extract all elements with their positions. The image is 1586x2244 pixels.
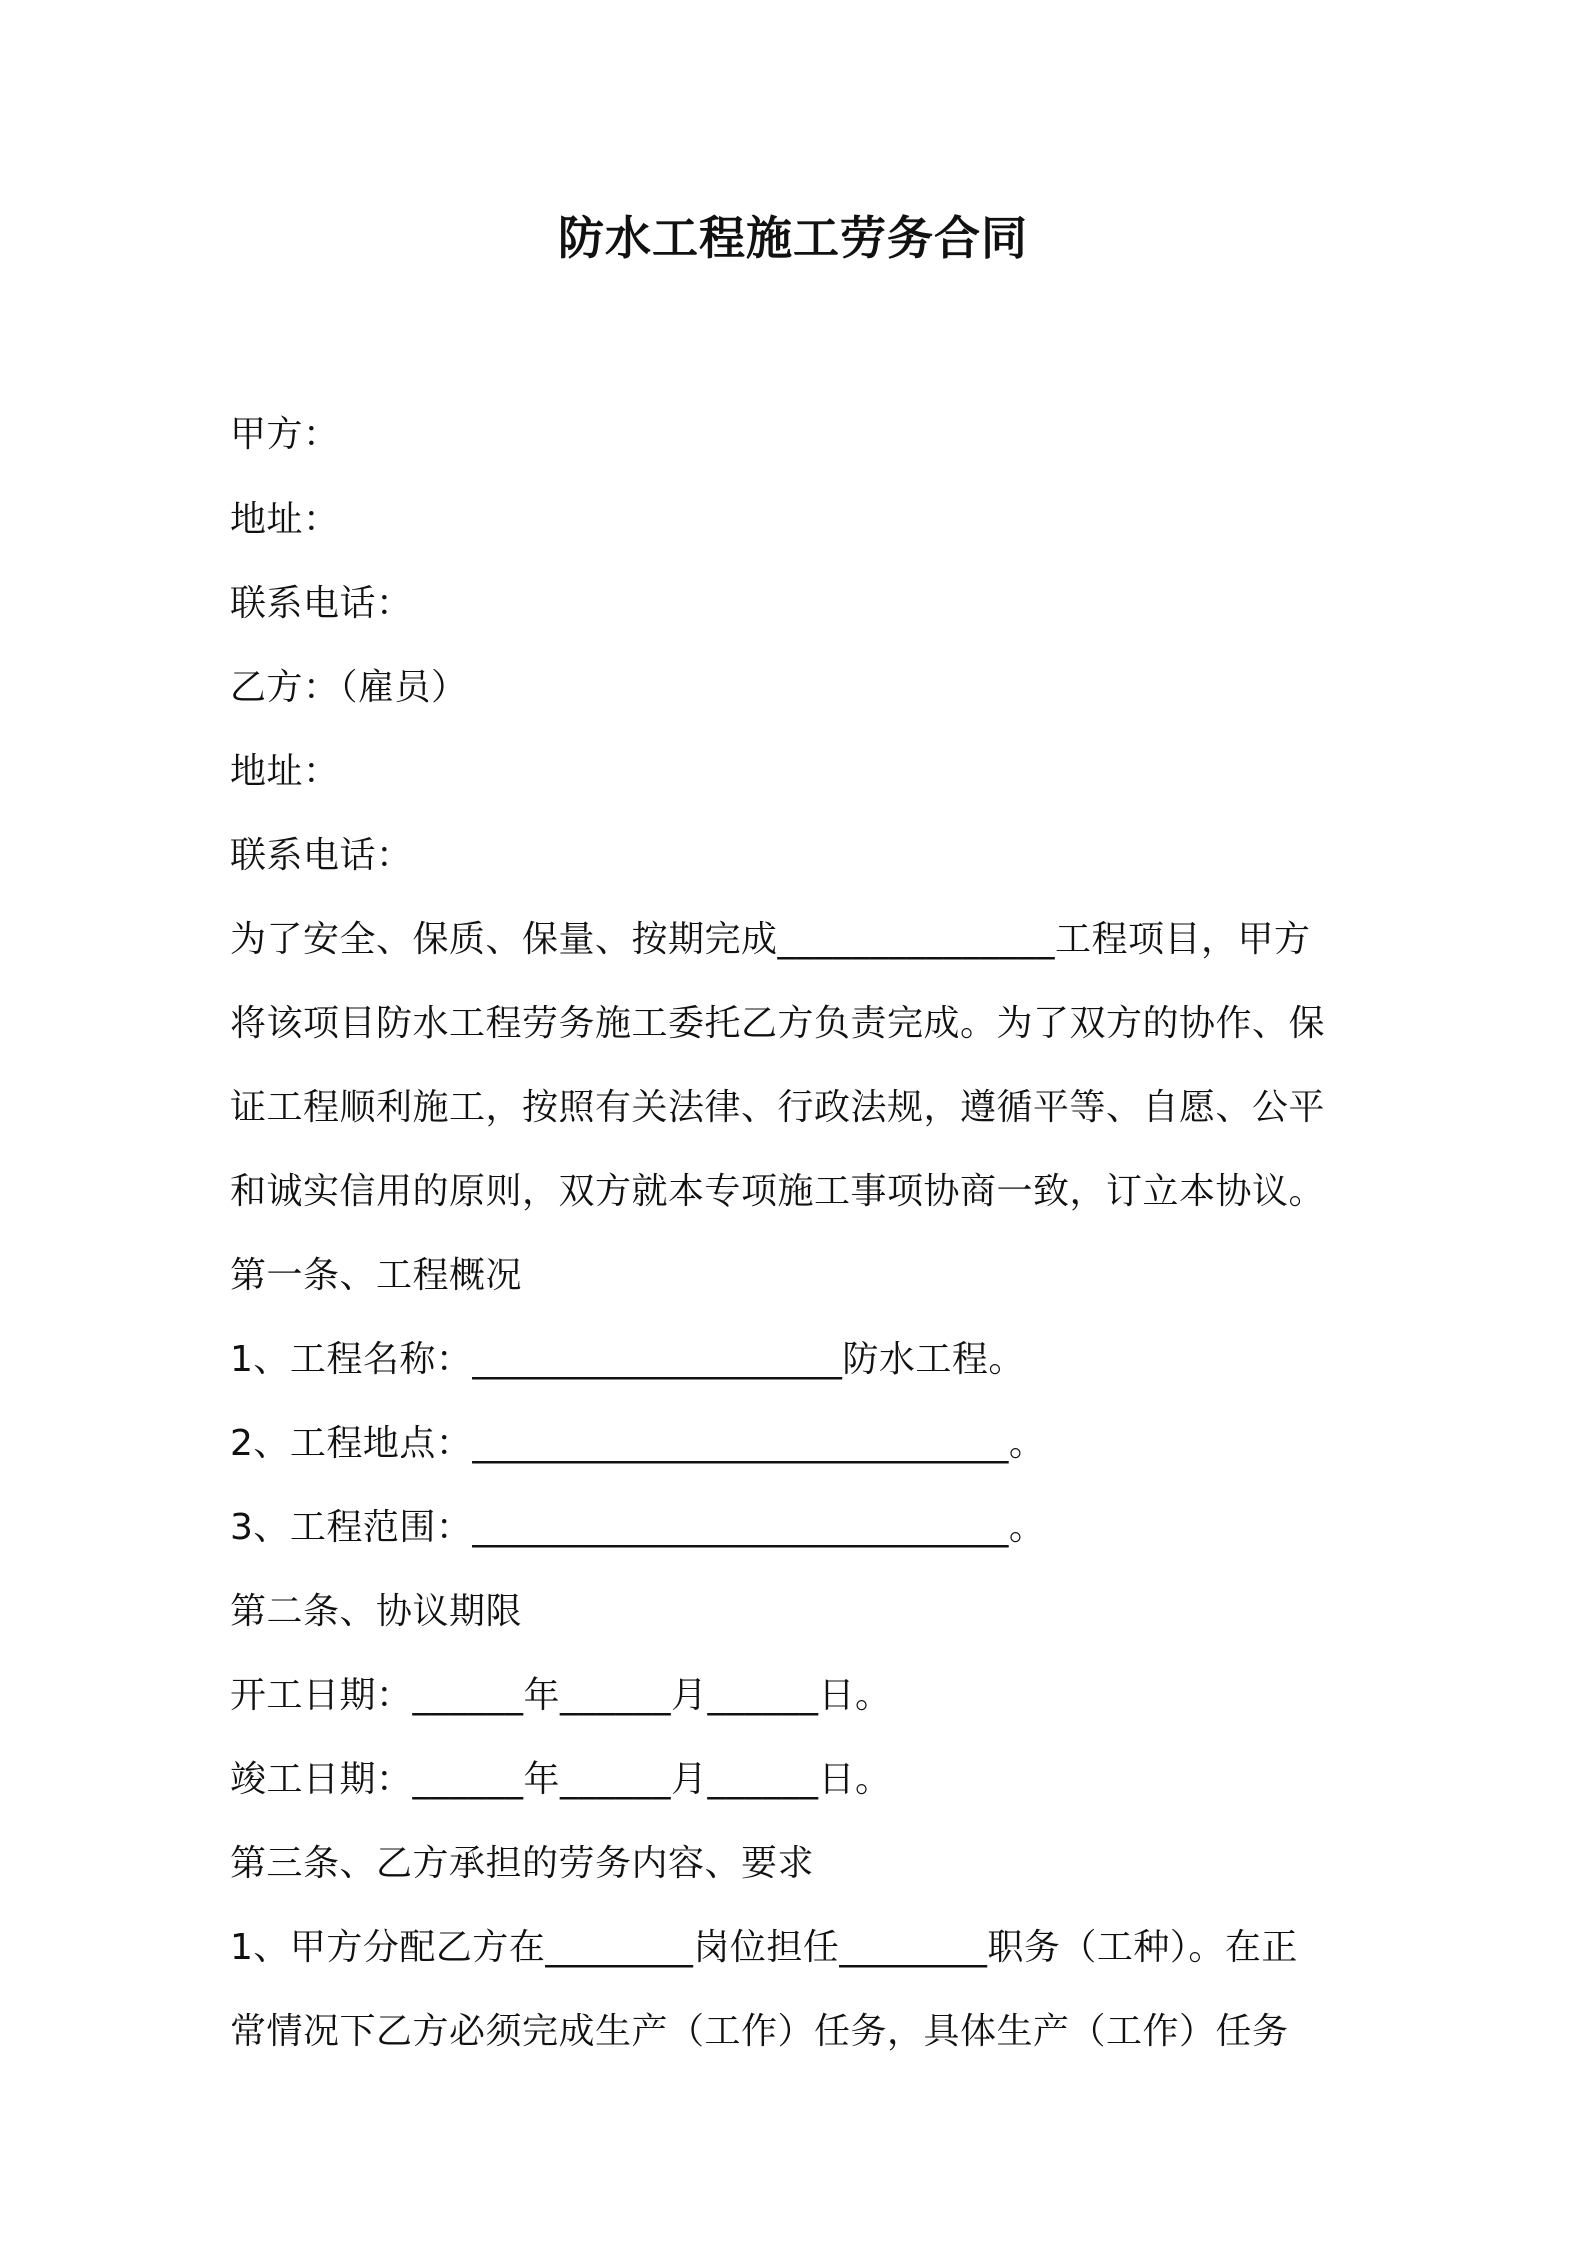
preamble-line-4: 和诚实信用的原则，双方就本专项施工事项协商一致，订立本协议。 <box>230 1171 1326 1212</box>
start-date-line: 开工日期：______年______月______日。 <box>230 1675 892 1716</box>
article-2-heading: 第二条、协议期限 <box>230 1591 523 1632</box>
party-a-address-label: 地址： <box>230 499 340 540</box>
project-scope-line: 3、工程范围：_____________________________。 <box>230 1507 1046 1548</box>
preamble-line-1: 为了安全、保质、保量、按期完成_______________工程项目，甲方 <box>230 919 1311 960</box>
article-3-clause-1-line-2: 常情况下乙方必须完成生产（工作）任务，具体生产（工作）任务 <box>230 2011 1289 2052</box>
article-1-heading: 第一条、工程概况 <box>230 1255 523 1296</box>
project-name-line: 1、工程名称：____________________防水工程。 <box>230 1339 1025 1380</box>
preamble-line-2: 将该项目防水工程劳务施工委托乙方负责完成。为了双方的协作、保 <box>230 1003 1326 1044</box>
article-3-heading: 第三条、乙方承担的劳务内容、要求 <box>230 1843 815 1884</box>
page-title: 防水工程施工劳务合同 <box>558 211 1028 265</box>
project-location-line: 2、工程地点：_____________________________。 <box>230 1423 1046 1464</box>
preamble-line-3: 证工程顺利施工，按照有关法律、行政法规，遵循平等、自愿、公平 <box>230 1087 1326 1128</box>
party-a-label: 甲方： <box>230 414 340 455</box>
party-a-phone-label: 联系电话： <box>230 583 413 624</box>
party-b-phone-label: 联系电话： <box>230 835 413 876</box>
article-3-clause-1-line-1: 1、甲方分配乙方在________岗位担任________职务（工种）。在正 <box>230 1927 1298 1968</box>
party-b-address-label: 地址： <box>230 751 340 792</box>
party-b-label: 乙方：（雇员） <box>230 667 468 708</box>
completion-date-line: 竣工日期：______年______月______日。 <box>230 1759 892 1800</box>
